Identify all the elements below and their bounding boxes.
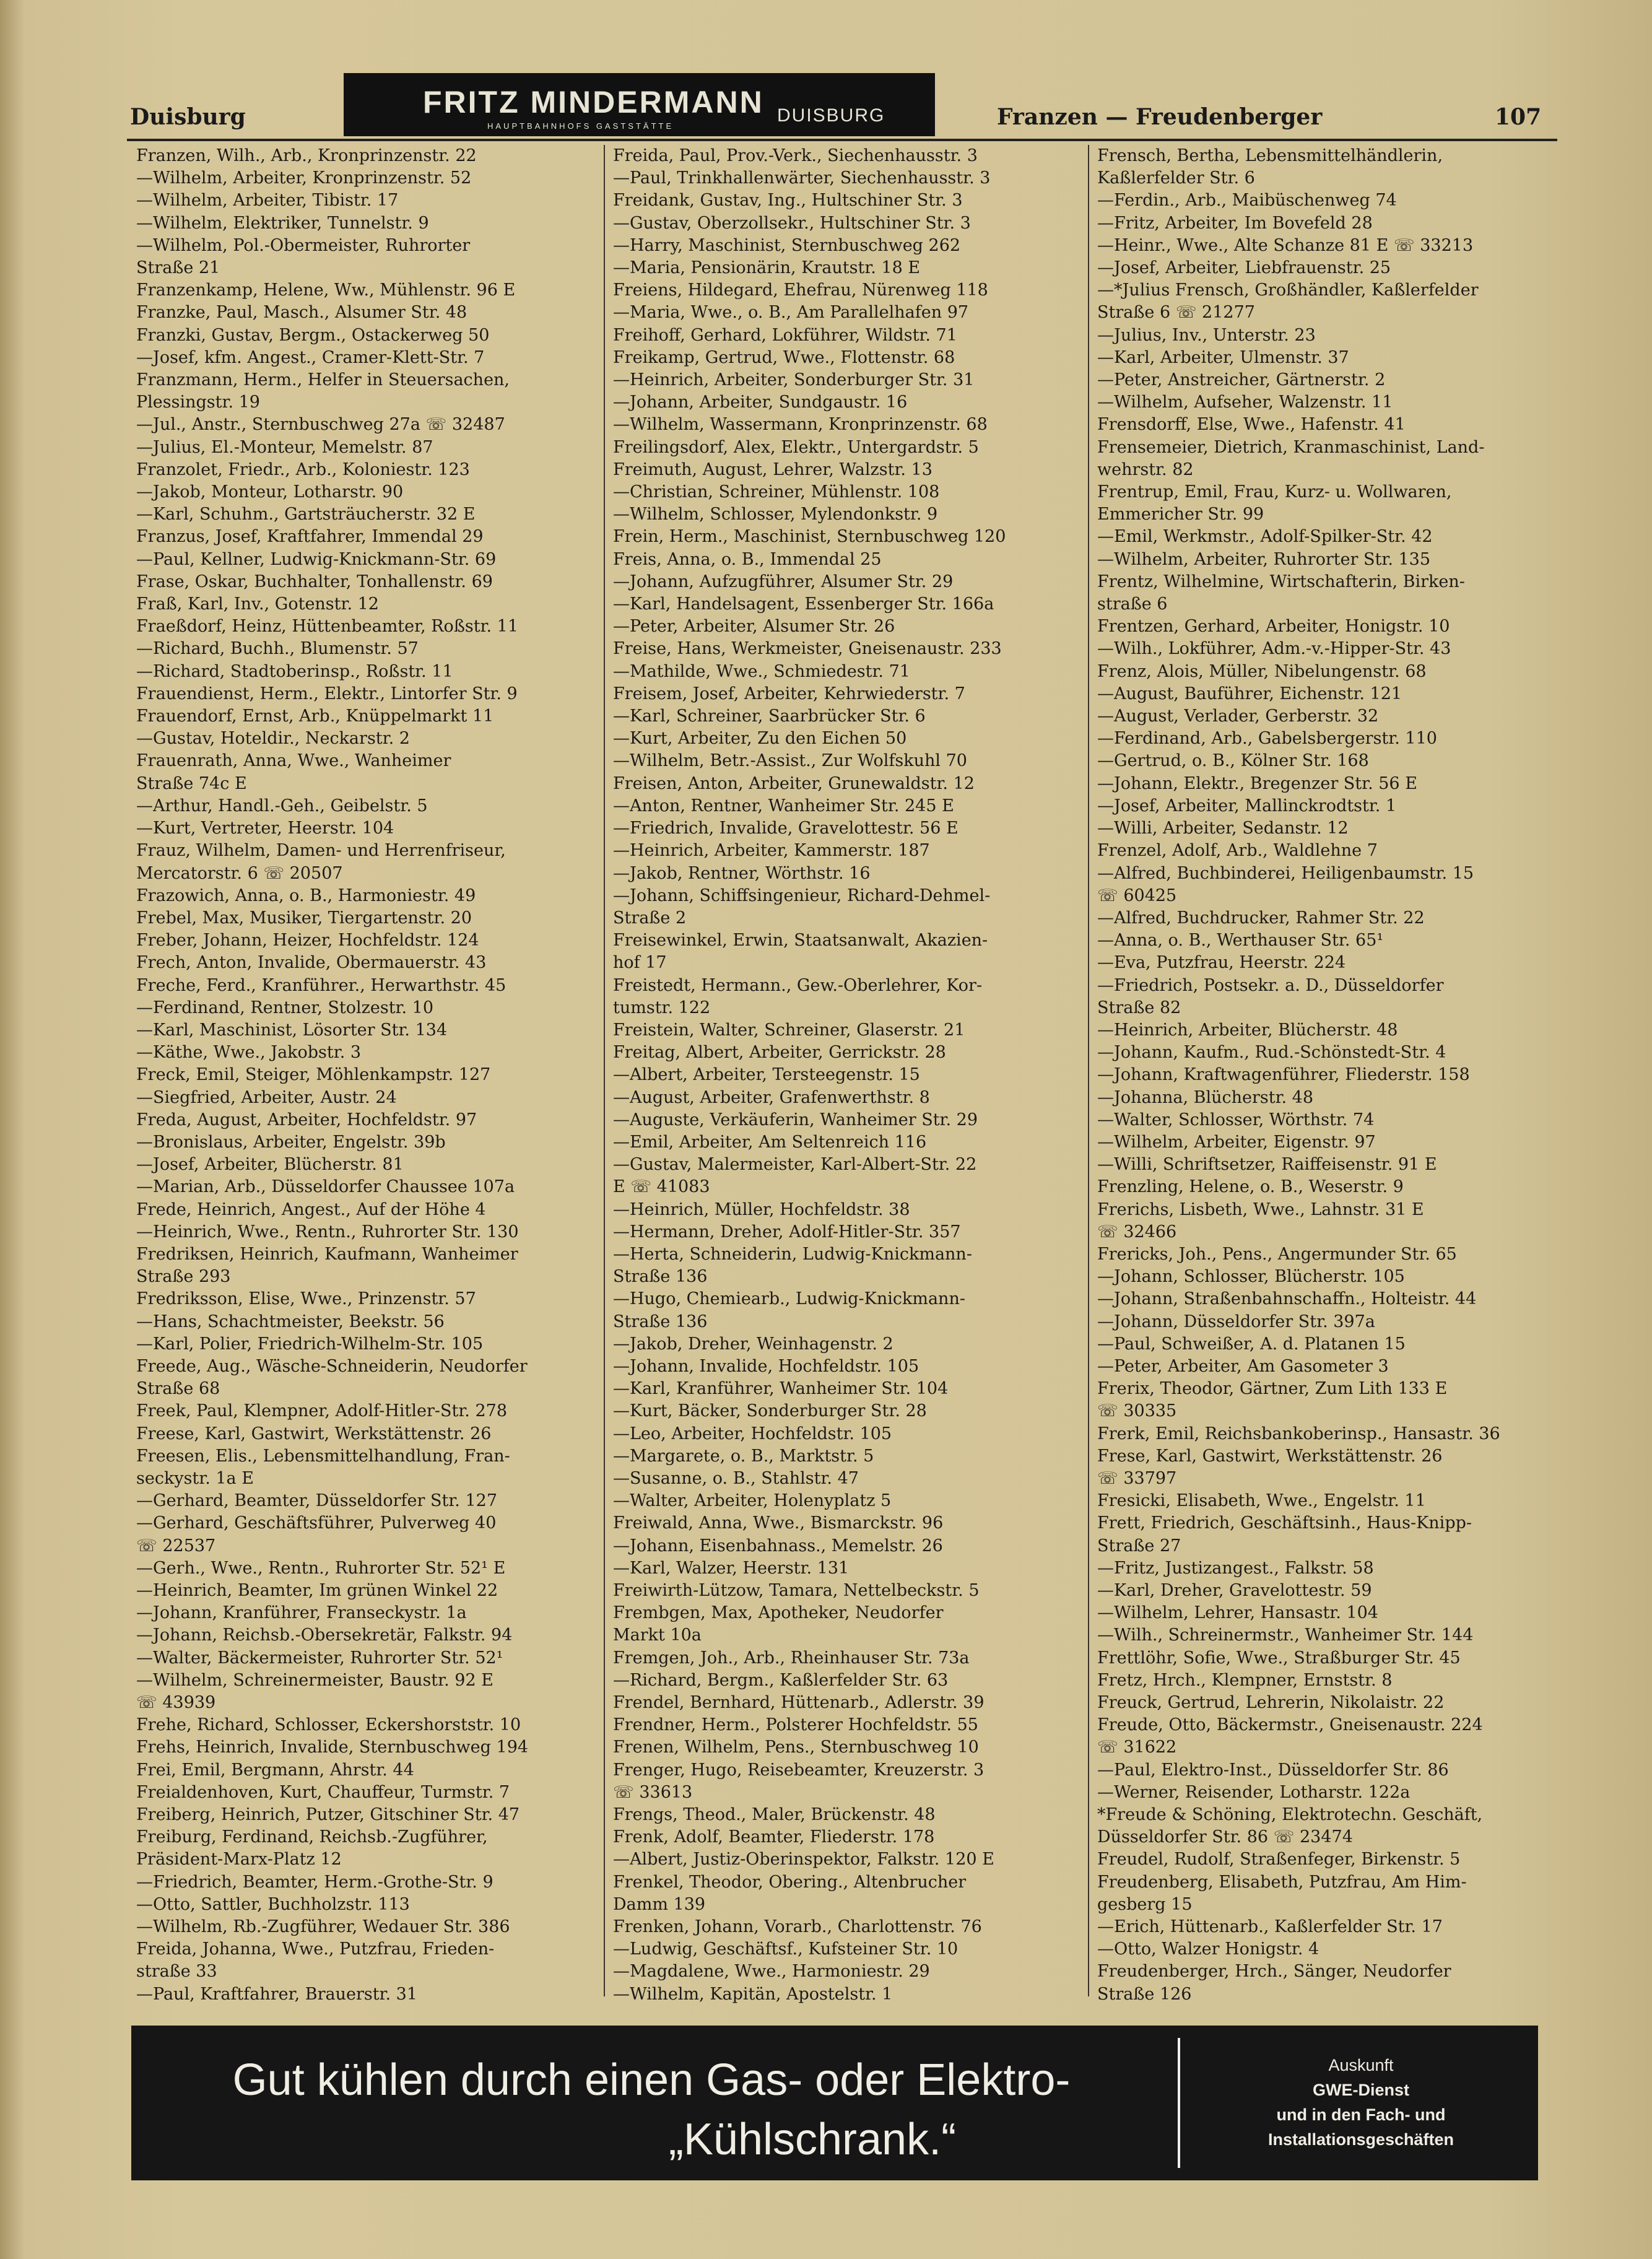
directory-entry: Freimuth, August, Lehrer, Walzstr. 13 xyxy=(613,459,933,479)
directory-entry: —Siegfried, Arbeiter, Austr. 24 xyxy=(136,1087,397,1107)
directory-entry: Freisem, Josef, Arbeiter, Kehrwiederstr. 7 xyxy=(613,684,965,703)
directory-entry: —Jul., Anstr., Sternbuschweg 27a ☏ 32487 xyxy=(136,415,505,435)
directory-entry: ☏ 31622 xyxy=(1097,1738,1177,1757)
directory-entry: —Maria, Pensionärin, Krautstr. 18 E xyxy=(613,258,921,278)
directory-entry: Frauendorf, Ernst, Arb., Knüppelmarkt 11 xyxy=(136,707,494,726)
directory-entry: —Ferdinand, Rentner, Stolzestr. 10 xyxy=(136,998,434,1017)
brand-subtitle: HAUPTBAHNHOFS GASTSTÄTTE xyxy=(487,121,674,131)
directory-entry: —Peter, Arbeiter, Alsumer Str. 26 xyxy=(613,617,895,637)
directory-entry: —Wilhelm, Lehrer, Hansastr. 104 xyxy=(1097,1603,1378,1623)
directory-entry: —Mathilde, Wwe., Schmiedestr. 71 xyxy=(613,661,910,681)
directory-entry: Mercatorstr. 6 ☏ 20507 xyxy=(136,863,343,883)
directory-entry: Freitag, Albert, Arbeiter, Gerrickstr. 28 xyxy=(613,1043,946,1063)
directory-entry: Frenger, Hugo, Reisebeamter, Kreuzerstr. 3 xyxy=(613,1760,985,1780)
directory-entry: Freck, Emil, Steiger, Möhlenkampstr. 127 xyxy=(136,1065,491,1085)
ad-info-line: und in den Fach- und xyxy=(1276,2105,1446,2124)
directory-entry: —Jakob, Rentner, Wörthstr. 16 xyxy=(613,863,871,883)
directory-entry: —Heinrich, Beamter, Im grünen Winkel 22 xyxy=(136,1581,498,1600)
directory-entry: Freise, Hans, Werkmeister, Gneisenaustr. 233 xyxy=(613,639,1002,659)
directory-entry: —Gerhard, Geschäftsführer, Pulverweg 40 xyxy=(136,1513,497,1533)
directory-entry: —Josef, Arbeiter, Liebfrauenstr. 25 xyxy=(1097,258,1391,278)
directory-entry: —Wilhelm, Arbeiter, Kronprinzenstr. 52 xyxy=(136,168,472,188)
directory-entry: —Friedrich, Postsekr. a. D., Düsseldorfer xyxy=(1097,975,1444,995)
ad-info-line: Installationsgeschäften xyxy=(1267,2130,1454,2149)
ad-info-line: GWE-Dienst xyxy=(1312,2081,1409,2099)
directory-entry: —Johann, Kaufm., Rud.-Schönstedt-Str. 4 xyxy=(1097,1043,1446,1063)
directory-entry: —Johann, Kraftwagenführer, Fliederstr. 158 xyxy=(1097,1065,1470,1085)
directory-entry: Freis, Anna, o. B., Immendal 25 xyxy=(613,549,882,569)
directory-entry: —Paul, Schweißer, A. d. Platanen 15 xyxy=(1097,1334,1406,1354)
directory-entry: Fretz, Hrch., Klempner, Ernststr. 8 xyxy=(1097,1670,1393,1690)
directory-entry: ☏ 43939 xyxy=(136,1693,216,1713)
directory-entry: —Christian, Schreiner, Mühlenstr. 108 xyxy=(613,482,940,502)
directory-entry: Frase, Oskar, Buchhalter, Tonhallenstr. 69 xyxy=(136,572,493,591)
directory-entry: —Heinrich, Müller, Hochfeldstr. 38 xyxy=(613,1199,910,1219)
directory-entry: —Marian, Arb., Düsseldorfer Chaussee 107a xyxy=(136,1177,515,1197)
directory-entry: Freistein, Walter, Schreiner, Glaserstr. 21 xyxy=(613,1020,965,1040)
directory-entry: Franzke, Paul, Masch., Alsumer Str. 48 xyxy=(136,303,467,323)
column-divider xyxy=(604,145,605,1996)
directory-entry: —Werner, Reisender, Lotharstr. 122a xyxy=(1097,1782,1411,1802)
directory-entry: Fresicki, Elisabeth, Wwe., Engelstr. 11 xyxy=(1097,1491,1426,1511)
directory-entry: —Jakob, Monteur, Lotharstr. 90 xyxy=(136,482,404,502)
directory-entry: —Heinrich, Arbeiter, Sonderburger Str. 31 xyxy=(613,370,975,390)
directory-entry: —Karl, Handelsagent, Essenberger Str. 166a xyxy=(613,594,994,614)
directory-entry: —Hugo, Chemiearb., Ludwig-Knickmann- xyxy=(613,1289,965,1309)
directory-entry: —Karl, Walzer, Heerstr. 131 xyxy=(613,1558,850,1578)
directory-entry: Fraß, Karl, Inv., Gotenstr. 12 xyxy=(136,594,379,614)
directory-entry: —Kurt, Vertreter, Heerstr. 104 xyxy=(136,819,394,838)
directory-entry: —Karl, Dreher, Gravelottestr. 59 xyxy=(1097,1581,1372,1600)
directory-entry: Frei, Emil, Bergmann, Ahrstr. 44 xyxy=(136,1760,414,1780)
ad-divider xyxy=(1178,2038,1180,2168)
directory-entry: Fremgen, Joh., Arb., Rheinhauser Str. 73a xyxy=(613,1648,970,1668)
directory-entry: Freida, Paul, Prov.-Verk., Siechenhausstr. 3 xyxy=(613,146,978,165)
directory-entry: Straße 74c E xyxy=(136,773,247,793)
directory-entry: Frentz, Wilhelmine, Wirtschafterin, Birken- xyxy=(1097,572,1465,591)
directory-entry: Freiburg, Ferdinand, Reichsb.-Zugführer, xyxy=(136,1827,488,1847)
directory-entry: —Wilh., Lokführer, Adm.-v.-Hipper-Str. 43 xyxy=(1097,639,1451,659)
directory-entry: Freber, Johann, Heizer, Hochfeldstr. 124 xyxy=(136,931,479,951)
directory-entry: —Julius, Inv., Unterstr. 23 xyxy=(1097,325,1316,345)
brand-name: FRITZ MINDERMANN xyxy=(423,85,764,120)
directory-entry: Freialdenhoven, Kurt, Chauffeur, Turmstr. 7 xyxy=(136,1782,510,1802)
directory-entry: —Otto, Sattler, Buchholzstr. 113 xyxy=(136,1894,410,1914)
ad-info xyxy=(1184,2053,1538,2152)
directory-entry: —Johann, Eisenbahnass., Memelstr. 26 xyxy=(613,1536,943,1556)
directory-entry: seckystr. 1a E xyxy=(136,1468,254,1488)
directory-entry: —Richard, Stadtoberinsp., Roßstr. 11 xyxy=(136,661,453,681)
directory-entry: —Wilhelm, Elektriker, Tunnelstr. 9 xyxy=(136,213,429,233)
directory-entry: Frauz, Wilhelm, Damen- und Herrenfriseur, xyxy=(136,841,506,861)
directory-entry: —Josef, kfm. Angest., Cramer-Klett-Str. 7 xyxy=(136,347,485,367)
directory-entry: ☏ 22537 xyxy=(136,1536,216,1556)
directory-entry: Freistedt, Hermann., Gew.-Oberlehrer, Kor- xyxy=(613,975,983,995)
directory-entry: Frensch, Bertha, Lebensmittelhändlerin, xyxy=(1097,146,1443,165)
directory-entry: Freek, Paul, Klempner, Adolf-Hitler-Str. 278 xyxy=(136,1401,507,1421)
directory-entry: —Friedrich, Invalide, Gravelottestr. 56 E xyxy=(613,819,959,838)
directory-entry: —Willi, Arbeiter, Sedanstr. 12 xyxy=(1097,819,1349,838)
directory-entry: —Harry, Maschinist, Sternbuschweg 262 xyxy=(613,235,961,255)
directory-entry: —Paul, Kellner, Ludwig-Knickmann-Str. 69 xyxy=(136,549,497,569)
directory-entry: Frericks, Joh., Pens., Angermunder Str. 65 xyxy=(1097,1244,1457,1264)
directory-entry: —Walter, Schlosser, Wörthstr. 74 xyxy=(1097,1110,1375,1130)
directory-entry: —Emil, Werkmstr., Adolf-Spilker-Str. 42 xyxy=(1097,527,1433,547)
directory-entry: —Karl, Schuhm., Gartsträucherstr. 32 E xyxy=(136,505,476,524)
directory-entry: —Johanna, Blücherstr. 48 xyxy=(1097,1087,1314,1107)
directory-entry: —Johann, Düsseldorfer Str. 397a xyxy=(1097,1312,1375,1331)
directory-entry: —Heinrich, Wwe., Rentn., Ruhrorter Str. 130 xyxy=(136,1222,519,1242)
directory-entry: —Wilhelm, Kapitän, Apostelstr. 1 xyxy=(613,1984,893,2004)
directory-entry: Freda, August, Arbeiter, Hochfeldstr. 97 xyxy=(136,1110,477,1130)
directory-entry: Straße 27 xyxy=(1097,1536,1181,1556)
header-divider xyxy=(127,139,1557,141)
directory-entry: Frenken, Johann, Vorarb., Charlottenstr. 76 xyxy=(613,1917,982,1937)
directory-entry: —Richard, Bergm., Kaßlerfelder Str. 63 xyxy=(613,1670,949,1690)
brand-banner xyxy=(344,73,935,136)
directory-entry: Frett, Friedrich, Geschäftsinh., Haus-Knipp- xyxy=(1097,1513,1472,1533)
directory-entry: Frede, Heinrich, Angest., Auf der Höhe 4 xyxy=(136,1199,486,1219)
directory-entry: —Johann, Schlosser, Blücherstr. 105 xyxy=(1097,1267,1405,1287)
directory-entry: Freude, Otto, Bäckermstr., Gneisenaustr. 224 xyxy=(1097,1715,1483,1735)
ad-info-line: Auskunft xyxy=(1328,2056,1394,2074)
directory-entry: Freiwirth-Lützow, Tamara, Nettelbeckstr. 5 xyxy=(613,1581,980,1600)
directory-entry: —Anna, o. B., Werthauser Str. 65¹ xyxy=(1097,931,1384,951)
directory-entry: —Hermann, Dreher, Adolf-Hitler-Str. 357 xyxy=(613,1222,961,1242)
directory-entry: Frauendienst, Herm., Elektr., Lintorfer Str. 9 xyxy=(136,684,518,703)
directory-entry: —Jakob, Dreher, Weinhagenstr. 2 xyxy=(613,1334,893,1354)
directory-entry: Freida, Johanna, Wwe., Putzfrau, Frieden- xyxy=(136,1939,495,1959)
directory-entry: Frenzling, Helene, o. B., Weserstr. 9 xyxy=(1097,1177,1404,1197)
directory-entry: Frentzen, Gerhard, Arbeiter, Honigstr. 10 xyxy=(1097,617,1450,637)
directory-entry: Frettlöhr, Sofie, Wwe., Straßburger Str. 45 xyxy=(1097,1648,1461,1668)
directory-entry: —Kurt, Bäcker, Sonderburger Str. 28 xyxy=(613,1401,927,1421)
directory-entry: —Wilhelm, Arbeiter, Eigenstr. 97 xyxy=(1097,1132,1376,1152)
directory-entry: Frentrup, Emil, Frau, Kurz- u. Wollwaren, xyxy=(1097,482,1452,502)
directory-entry: Plessingstr. 19 xyxy=(136,393,260,412)
directory-entry: —Friedrich, Beamter, Herm.-Grothe-Str. 9 xyxy=(136,1872,493,1892)
directory-entry: —Wilhelm, Arbeiter, Ruhrorter Str. 135 xyxy=(1097,549,1431,569)
directory-entry: Straße 82 xyxy=(1097,998,1181,1017)
directory-entry: —Kurt, Arbeiter, Zu den Eichen 50 xyxy=(613,729,907,749)
directory-entry: —Wilhelm, Schreinermeister, Baustr. 92 E xyxy=(136,1670,493,1690)
directory-entry: —Heinrich, Arbeiter, Blücherstr. 48 xyxy=(1097,1020,1398,1040)
directory-entry: Freisewinkel, Erwin, Staatsanwalt, Akazien- xyxy=(613,931,988,951)
directory-entry: —Susanne, o. B., Stahlstr. 47 xyxy=(613,1468,859,1488)
directory-entry: Freudel, Rudolf, Straßenfeger, Birkenstr. 5 xyxy=(1097,1850,1461,1869)
directory-entry: Emmericher Str. 99 xyxy=(1097,505,1264,524)
directory-entry: —Alfred, Buchbinderei, Heiligenbaumstr. 15 xyxy=(1097,863,1474,883)
directory-entry: Frensdorff, Else, Wwe., Hafenstr. 41 xyxy=(1097,415,1406,435)
directory-entry: —Maria, Wwe., o. B., Am Parallelhafen 97 xyxy=(613,303,969,323)
directory-entry: —Paul, Elektro-Inst., Düsseldorfer Str. 86 xyxy=(1097,1760,1449,1780)
directory-entry: Freuck, Gertrud, Lehrerin, Nikolaistr. 22 xyxy=(1097,1693,1445,1713)
directory-entry: Markt 10a xyxy=(613,1626,702,1645)
directory-entry: Straße 126 xyxy=(1097,1984,1192,2004)
directory-entry: Freilingsdorf, Alex, Elektr., Untergardstr. 5 xyxy=(613,437,979,457)
directory-entry: —Wilhelm, Betr.-Assist., Zur Wolfskuhl 70 xyxy=(613,751,967,771)
directory-entry: —*Julius Frensch, Großhändler, Kaßlerfelder xyxy=(1097,281,1479,300)
directory-entry: —Wilhelm, Rb.-Zugführer, Wedauer Str. 386 xyxy=(136,1917,510,1937)
directory-entry: Freche, Ferd., Kranführer., Herwarthstr. 45 xyxy=(136,975,506,995)
directory-entry: —Ferdin., Arb., Maibüschenweg 74 xyxy=(1097,191,1397,211)
directory-entry: Freiens, Hildegard, Ehefrau, Nürenweg 118 xyxy=(613,281,988,300)
ad-headline xyxy=(131,2050,1172,2169)
directory-entry: —Wilh., Schreinermstr., Wanheimer Str. 144 xyxy=(1097,1626,1474,1645)
directory-entry: Frein, Herm., Maschinist, Sternbuschweg 120 xyxy=(613,527,1006,547)
directory-entry: Frebel, Max, Musiker, Tiergartenstr. 20 xyxy=(136,908,472,928)
directory-entry: —August, Verlader, Gerberstr. 32 xyxy=(1097,707,1379,726)
directory-entry: Frenen, Wilhelm, Pens., Sternbuschweg 10 xyxy=(613,1738,979,1757)
directory-entry: gesberg 15 xyxy=(1097,1894,1193,1914)
directory-entry: —Johann, Elektr., Bregenzer Str. 56 E xyxy=(1097,773,1417,793)
directory-entry: —Walter, Arbeiter, Holenyplatz 5 xyxy=(613,1491,892,1511)
column-3 xyxy=(1097,145,1562,2003)
column-1 xyxy=(136,145,573,2003)
directory-entry: —Ludwig, Geschäftsf., Kufsteiner Str. 10 xyxy=(613,1939,959,1959)
directory-entry: —Johann, Invalide, Hochfeldstr. 105 xyxy=(613,1356,919,1376)
directory-entry: —Heinrich, Arbeiter, Kammerstr. 187 xyxy=(613,841,930,861)
directory-entry: —August, Arbeiter, Grafenwerthstr. 8 xyxy=(613,1087,930,1107)
directory-entry: Düsseldorfer Str. 86 ☏ 23474 xyxy=(1097,1827,1353,1847)
directory-entry: —Julius, El.-Monteur, Memelstr. 87 xyxy=(136,437,433,457)
directory-entry: Freesen, Elis., Lebensmittelhandlung, Fran- xyxy=(136,1446,510,1466)
directory-entry: —Karl, Schreiner, Saarbrücker Str. 6 xyxy=(613,707,926,726)
directory-entry: —Peter, Arbeiter, Am Gasometer 3 xyxy=(1097,1356,1389,1376)
directory-entry: —Karl, Kranführer, Wanheimer Str. 104 xyxy=(613,1379,949,1399)
directory-entry: Frese, Karl, Gastwirt, Werkstättenstr. 26 xyxy=(1097,1446,1443,1466)
ad-line-1: Gut kühlen durch einen Gas- oder Elektro- xyxy=(232,2055,1071,2105)
directory-entry: Fredriksen, Heinrich, Kaufmann, Wanheimer xyxy=(136,1244,518,1264)
directory-entry: Frensemeier, Dietrich, Kranmaschinist, Land- xyxy=(1097,437,1485,457)
directory-entry: ☏ 33797 xyxy=(1097,1468,1177,1488)
directory-entry: Straße 136 xyxy=(613,1267,708,1287)
directory-entry: Damm 139 xyxy=(613,1894,706,1914)
directory-entry: —Margarete, o. B., Marktstr. 5 xyxy=(613,1446,874,1466)
directory-entry: —Herta, Schneiderin, Ludwig-Knickmann- xyxy=(613,1244,972,1264)
directory-entry: Frendel, Bernhard, Hüttenarb., Adlerstr. 39 xyxy=(613,1693,985,1713)
advertisement xyxy=(131,2026,1538,2180)
directory-entry: —Karl, Polier, Friedrich-Wilhelm-Str. 105 xyxy=(136,1334,484,1354)
directory-entry: tumstr. 122 xyxy=(613,998,711,1017)
directory-entry: Freidank, Gustav, Ing., Hultschiner Str. 3 xyxy=(613,191,963,211)
directory-entry: *Freude & Schöning, Elektrotechn. Geschäft, xyxy=(1097,1805,1483,1825)
directory-entry: Freikamp, Gertrud, Wwe., Flottenstr. 68 xyxy=(613,347,955,367)
directory-entry: —Heinr., Wwe., Alte Schanze 81 E ☏ 33213 xyxy=(1097,235,1474,255)
directory-entry: straße 33 xyxy=(136,1962,217,1982)
directory-entry: —Johann, Arbeiter, Sundgaustr. 16 xyxy=(613,393,908,412)
directory-entry: E ☏ 41083 xyxy=(613,1177,710,1197)
directory-entry: ☏ 33613 xyxy=(613,1782,693,1802)
directory-entry: Straße 136 xyxy=(613,1312,708,1331)
directory-entry: Franzenkamp, Helene, Ww., Mühlenstr. 96 E xyxy=(136,281,516,300)
directory-entry: hof 17 xyxy=(613,953,667,973)
directory-entry: —Fritz, Arbeiter, Im Bovefeld 28 xyxy=(1097,213,1373,233)
directory-entry: —Emil, Arbeiter, Am Seltenreich 116 xyxy=(613,1132,927,1152)
directory-entry: —Johann, Kranführer, Franseckystr. 1a xyxy=(136,1603,467,1623)
directory-entry: —Alfred, Buchdrucker, Rahmer Str. 22 xyxy=(1097,908,1425,928)
directory-entry: —Albert, Arbeiter, Tersteegenstr. 15 xyxy=(613,1065,920,1085)
directory-entry: —Leo, Arbeiter, Hochfeldstr. 105 xyxy=(613,1424,892,1443)
directory-entry: —Wilhelm, Pol.-Obermeister, Ruhrorter xyxy=(136,235,471,255)
directory-entry: Frerix, Theodor, Gärtner, Zum Lith 133 E xyxy=(1097,1379,1448,1399)
directory-entry: Frerk, Emil, Reichsbankoberinsp., Hansastr. 36 xyxy=(1097,1424,1500,1443)
directory-entry: Freudenberger, Hrch., Sänger, Neudorfer xyxy=(1097,1962,1451,1982)
brand-city: DUISBURG xyxy=(777,105,885,126)
directory-entry: —Wilhelm, Schlosser, Mylendonkstr. 9 xyxy=(613,505,938,524)
directory-entry: —Gustav, Hoteldir., Neckarstr. 2 xyxy=(136,729,410,749)
directory-entry: ☏ 32466 xyxy=(1097,1222,1177,1242)
directory-entry: Frenkel, Theodor, Obering., Altenbrucher xyxy=(613,1872,967,1892)
directory-entry: —Albert, Justiz-Oberinspektor, Falkstr. 120 E xyxy=(613,1850,994,1869)
directory-entry: Kaßlerfelder Str. 6 xyxy=(1097,168,1255,188)
directory-entry: Freisen, Anton, Arbeiter, Grunewaldstr. 12 xyxy=(613,773,975,793)
directory-entry: —Wilhelm, Aufseher, Walzenstr. 11 xyxy=(1097,393,1393,412)
directory-entry: —Gustav, Malermeister, Karl-Albert-Str. 22 xyxy=(613,1155,977,1175)
directory-entry: —Johann, Schiffsingenieur, Richard-Dehmel- xyxy=(613,886,991,905)
directory-entry: wehrstr. 82 xyxy=(1097,459,1194,479)
directory-entry: —Gerhard, Beamter, Düsseldorfer Str. 127 xyxy=(136,1491,498,1511)
directory-entry: Franzen, Wilh., Arb., Kronprinzenstr. 22 xyxy=(136,146,477,165)
directory-entry: —Wilhelm, Wassermann, Kronprinzenstr. 68 xyxy=(613,415,988,435)
directory-entry: Präsident-Marx-Platz 12 xyxy=(136,1850,342,1869)
header-range: Franzen — Freudenberger xyxy=(997,104,1323,130)
directory-entry: Frenk, Adolf, Beamter, Fliederstr. 178 xyxy=(613,1827,935,1847)
directory-entry: Frazowich, Anna, o. B., Harmoniestr. 49 xyxy=(136,886,476,905)
directory-entry: —Josef, Arbeiter, Blücherstr. 81 xyxy=(136,1155,404,1175)
directory-entry: —Anton, Rentner, Wanheimer Str. 245 E xyxy=(613,796,954,816)
directory-entry: Franzus, Josef, Kraftfahrer, Immendal 29 xyxy=(136,527,484,547)
directory-entry: —Johann, Reichsb.-Obersekretär, Falkstr. 94 xyxy=(136,1626,513,1645)
directory-entry: Freudenberg, Elisabeth, Putzfrau, Am Him- xyxy=(1097,1872,1467,1892)
directory-entry: Straße 21 xyxy=(136,258,220,278)
directory-entry: —Josef, Arbeiter, Mallinckrodtstr. 1 xyxy=(1097,796,1397,816)
directory-entry: Frendner, Herm., Polsterer Hochfeldstr. 55 xyxy=(613,1715,978,1735)
directory-entry: —Karl, Maschinist, Lösorter Str. 134 xyxy=(136,1020,448,1040)
directory-entry: —Gustav, Oberzollsekr., Hultschiner Str. 3 xyxy=(613,213,971,233)
directory-entry: —Fritz, Justizangest., Falkstr. 58 xyxy=(1097,1558,1374,1578)
directory-entry: Fredriksson, Elise, Wwe., Prinzenstr. 57 xyxy=(136,1289,476,1309)
directory-entry: Freiberg, Heinrich, Putzer, Gitschiner Str. 47 xyxy=(136,1805,520,1825)
directory-entry: Frehe, Richard, Schlosser, Eckershorststr. 10 xyxy=(136,1715,521,1735)
column-2 xyxy=(613,145,1084,2003)
directory-entry: —Wilhelm, Arbeiter, Tibistr. 17 xyxy=(136,191,399,211)
directory-entry: —Auguste, Verkäuferin, Wanheimer Str. 29 xyxy=(613,1110,978,1130)
column-divider xyxy=(1088,145,1089,1996)
directory-entry: —Erich, Hüttenarb., Kaßlerfelder Str. 17 xyxy=(1097,1917,1443,1937)
directory-entry: —Willi, Schriftsetzer, Raiffeisenstr. 91 E xyxy=(1097,1155,1437,1175)
directory-entry: —Gerh., Wwe., Rentn., Ruhrorter Str. 52¹ E xyxy=(136,1558,506,1578)
directory-entry: Franzki, Gustav, Bergm., Ostackerweg 50 xyxy=(136,325,490,345)
directory-entry: —Bronislaus, Arbeiter, Engelstr. 39b xyxy=(136,1132,446,1152)
directory-entry: Franzmann, Herm., Helfer in Steuersachen, xyxy=(136,370,510,390)
directory-entry: —Johann, Straßenbahnschaffn., Holteistr. 44 xyxy=(1097,1289,1477,1309)
directory-entry: Straße 68 xyxy=(136,1379,220,1399)
directory-entry: straße 6 xyxy=(1097,594,1168,614)
directory-entry: Frengs, Theod., Maler, Brückenstr. 48 xyxy=(613,1805,936,1825)
directory-entry: —Gertrud, o. B., Kölner Str. 168 xyxy=(1097,751,1369,771)
directory-entry: —Käthe, Wwe., Jakobstr. 3 xyxy=(136,1043,362,1063)
directory-entry: —Hans, Schachtmeister, Beekstr. 56 xyxy=(136,1312,445,1331)
directory-entry: Frenzel, Adolf, Arb., Waldlehne 7 xyxy=(1097,841,1378,861)
directory-entry: —Richard, Buchh., Blumenstr. 57 xyxy=(136,639,419,659)
ad-line-2: „Kühlschrank.“ xyxy=(668,2115,957,2164)
directory-entry: Fraeßdorf, Heinz, Hüttenbeamter, Roßstr. 11 xyxy=(136,617,519,637)
directory-entry: Frembgen, Max, Apotheker, Neudorfer xyxy=(613,1603,944,1623)
directory-entry: Franzolet, Friedr., Arb., Koloniestr. 123 xyxy=(136,459,470,479)
directory-entry: ☏ 30335 xyxy=(1097,1401,1177,1421)
directory-entry: Frauenrath, Anna, Wwe., Wanheimer xyxy=(136,751,451,771)
directory-entry: —Paul, Trinkhallenwärter, Siechenhausstr. 3 xyxy=(613,168,991,188)
directory-entry: —Peter, Anstreicher, Gärtnerstr. 2 xyxy=(1097,370,1386,390)
directory-entry: —Ferdinand, Arb., Gabelsbergerstr. 110 xyxy=(1097,729,1437,749)
directory-entry: Straße 2 xyxy=(613,908,687,928)
directory-entry: Straße 6 ☏ 21277 xyxy=(1097,303,1255,323)
header-city: Duisburg xyxy=(130,104,246,130)
page-number: 107 xyxy=(1495,104,1542,130)
directory-entry: —Eva, Putzfrau, Heerstr. 224 xyxy=(1097,953,1346,973)
directory-entry: —Walter, Bäckermeister, Ruhrorter Str. 52¹ xyxy=(136,1648,503,1668)
directory-entry: Freihoff, Gerhard, Lokführer, Wildstr. 71 xyxy=(613,325,957,345)
directory-entry: —Otto, Walzer Honigstr. 4 xyxy=(1097,1939,1319,1959)
directory-entry: —Arthur, Handl.-Geh., Geibelstr. 5 xyxy=(136,796,428,816)
directory-entry: —Karl, Arbeiter, Ulmenstr. 37 xyxy=(1097,347,1349,367)
directory-entry: —Paul, Kraftfahrer, Brauerstr. 31 xyxy=(136,1984,418,2004)
directory-entry: Frech, Anton, Invalide, Obermauerstr. 43 xyxy=(136,953,487,973)
directory-entry: —Magdalene, Wwe., Harmoniestr. 29 xyxy=(613,1962,930,1982)
directory-entry: Frerichs, Lisbeth, Wwe., Lahnstr. 31 E xyxy=(1097,1199,1424,1219)
directory-entry: Freede, Aug., Wäsche-Schneiderin, Neudorfer xyxy=(136,1356,528,1376)
directory-entry: Frehs, Heinrich, Invalide, Sternbuschweg 194 xyxy=(136,1738,529,1757)
directory-entry: Straße 293 xyxy=(136,1267,231,1287)
directory-entry: —Johann, Aufzugführer, Alsumer Str. 29 xyxy=(613,572,954,591)
directory-entry: Freiwald, Anna, Wwe., Bismarckstr. 96 xyxy=(613,1513,944,1533)
directory-entry: ☏ 60425 xyxy=(1097,886,1177,905)
directory-entry: Freese, Karl, Gastwirt, Werkstättenstr. 26 xyxy=(136,1424,492,1443)
directory-entry: Frenz, Alois, Müller, Nibelungenstr. 68 xyxy=(1097,661,1427,681)
directory-entry: —August, Bauführer, Eichenstr. 121 xyxy=(1097,684,1402,703)
